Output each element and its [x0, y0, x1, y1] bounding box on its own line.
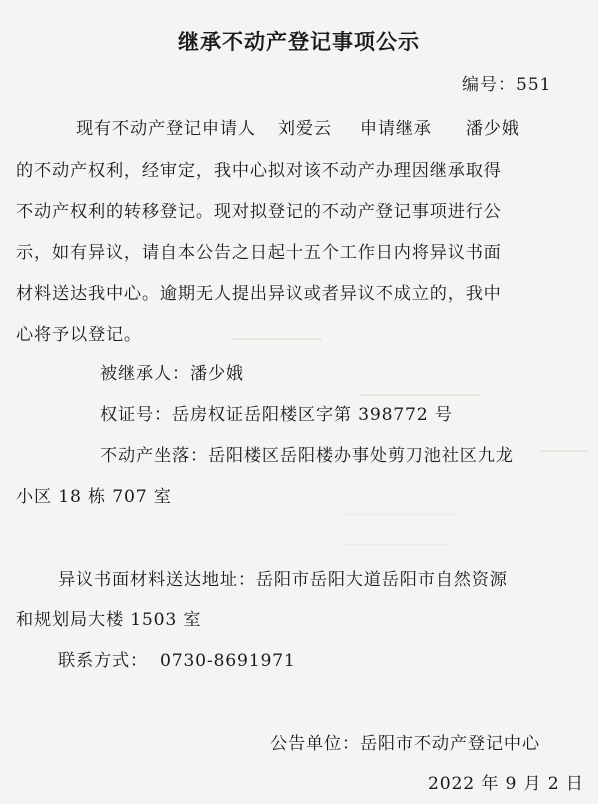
cert-row — [100, 400, 453, 425]
issue-date: 2022 年 9 月 2 日 — [428, 774, 584, 794]
bleed-through-mark — [340, 500, 460, 515]
objection-address-line-1: 异议书面材料送达地址：岳阳市岳阳大道岳阳市自然资源 — [58, 570, 508, 590]
bleed-through-mark — [232, 312, 322, 340]
objection-address-line-2: 和规划局大楼 1503 室 — [16, 610, 202, 630]
location-label: 不动产坐落： — [100, 446, 208, 466]
body-line-3: 不动产权利的转移登记。现对拟登记的不动产登记事项进行公 — [16, 202, 502, 222]
heir-value: 潘少娥 — [189, 364, 244, 384]
issuer: 公告单位：岳阳市不动产登记中心 — [270, 734, 540, 754]
location-line-2: 小区 18 栋 707 室 — [16, 487, 172, 507]
contact-row — [58, 646, 296, 671]
contact-label: 联系方式： — [58, 651, 148, 671]
applicant-name: 刘爱云 — [277, 119, 332, 139]
decedent-name: 潘少娥 — [465, 119, 520, 139]
cert-label: 权证号： — [100, 405, 172, 425]
bleed-through-mark — [340, 530, 450, 545]
body-line-4: 示，如有异议，请自本公告之日起十五个工作日内将异议书面 — [16, 243, 502, 263]
body-line-1 — [76, 114, 520, 139]
body-line-5: 材料送达我中心。逾期无人提出异议或者异议不成立的，我中 — [16, 284, 502, 304]
serial-number: 编号：551 — [462, 75, 552, 95]
body-line-6: 心将予以登记。 — [16, 325, 142, 345]
contact-value: 0730-8691971 — [159, 651, 296, 671]
bleed-through-mark — [360, 372, 480, 396]
cert-value: 岳房权证岳阳楼区字第 398772 号 — [171, 405, 453, 425]
heir-label: 被继承人： — [100, 364, 190, 384]
body-line-1-prefix: 现有不动产登记申请人 — [76, 119, 256, 139]
heir-row — [100, 359, 244, 384]
bleed-through-mark — [540, 432, 588, 452]
body-line-1-mid: 申请继承 — [359, 119, 432, 139]
document-title: 继承不动产登记事项公示 — [178, 30, 420, 54]
body-line-2: 的不动产权利，经审定，我中心拟对该不动产办理因继承取得 — [16, 161, 502, 181]
location-value: 岳阳楼区岳阳楼办事处剪刀池社区九龙 — [207, 446, 514, 466]
location-row — [100, 441, 514, 466]
